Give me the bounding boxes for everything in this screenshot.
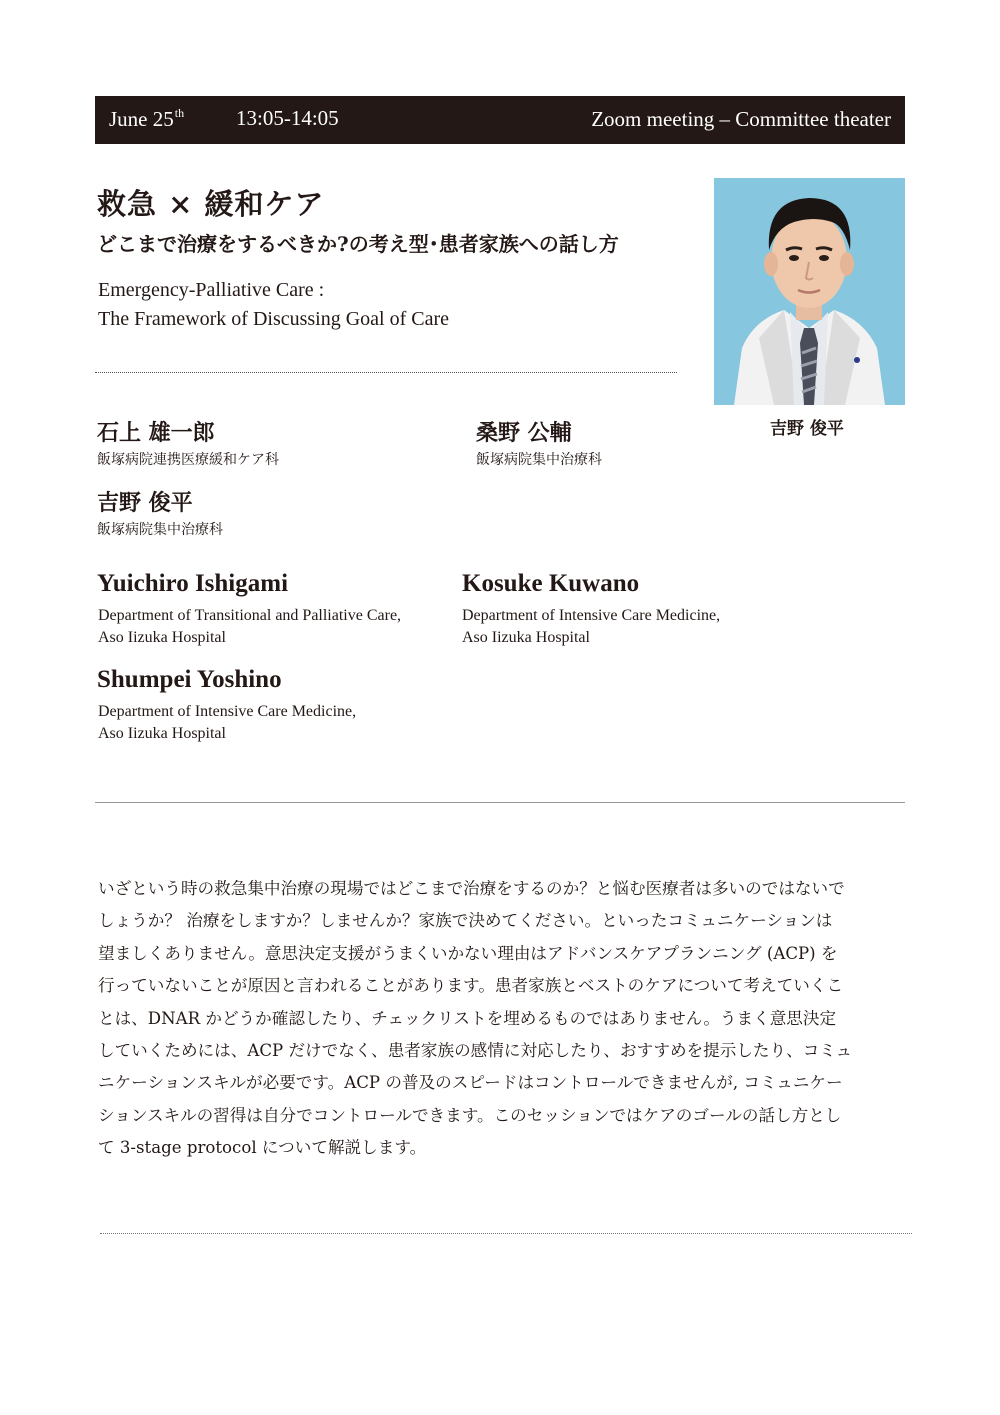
speaker-en-affiliation-yoshino-line1: Department of Intensive Care Medicine, bbox=[98, 703, 357, 720]
session-subtitle-ja: どこまで治療をするべきか?の考え型･患者家族への話し方 bbox=[97, 232, 619, 256]
speaker-ja-name-kuwano: 桑野 公輔 bbox=[476, 420, 572, 446]
speaker-en-affiliation-kuwano-line1: Department of Intensive Care Medicine, bbox=[462, 607, 721, 624]
abstract-line: 行っていないことが原因と言われることがあります。患者家族とベストのケアについて考えていくこ bbox=[98, 976, 844, 996]
dotted-divider-top bbox=[95, 372, 677, 373]
speaker-en-affiliation-yoshino bbox=[98, 701, 356, 745]
session-venue: Zoom meeting – Committee theater bbox=[591, 107, 891, 131]
dotted-divider-bottom bbox=[100, 1233, 912, 1234]
date-ordinal-suffix: th bbox=[174, 106, 185, 120]
speaker-en-affiliation-ishigami-line2: Aso Iizuka Hospital bbox=[98, 629, 226, 646]
abstract-line: ションスキルの習得は自分でコントロールできます。このセッションではケアのゴールの話し方とし bbox=[98, 1105, 842, 1125]
speaker-ja-affiliation-kuwano: 飯塚病院集中治療科 bbox=[476, 452, 602, 468]
speaker-en-affiliation-yoshino-line2: Aso Iizuka Hospital bbox=[98, 725, 226, 742]
session-title-en bbox=[98, 276, 449, 334]
solid-divider bbox=[95, 802, 905, 803]
speaker-ja-name-ishigami: 石上 雄一郎 bbox=[97, 420, 215, 446]
abstract-line: していくためには、ACP だけでなく、患者家族の感情に対応したり、おすすめを提示したり、コミュ bbox=[98, 1041, 853, 1061]
abstract-line: 望ましくありません。意思決定支援がうまくいかない理由はアドバンスケアプランニング (ACP) を bbox=[98, 943, 838, 963]
speaker-en-name-kuwano: Kosuke Kuwano bbox=[462, 570, 640, 597]
speaker-portrait-icon bbox=[714, 178, 905, 405]
abstract-line: いざという時の救急集中治療の現場ではどこまで治療をするのか？と悩む医療者は多いのではないで bbox=[98, 879, 845, 898]
speaker-en-affiliation-ishigami-line1: Department of Transitional and Palliative Care, bbox=[98, 607, 402, 624]
session-title-en-line2: The Framework of Discussing Goal of Care bbox=[98, 308, 450, 330]
speaker-en-affiliation-ishigami bbox=[98, 605, 401, 649]
abstract-body bbox=[98, 873, 908, 1165]
session-title-ja: 救急 × 緩和ケア bbox=[97, 187, 325, 221]
session-title-en-line1: Emergency-Palliative Care : bbox=[98, 279, 325, 301]
speaker-en-affiliation-kuwano bbox=[462, 605, 720, 649]
speaker-photo bbox=[714, 178, 905, 405]
session-header-bar bbox=[95, 96, 905, 144]
abstract-line: ニケーションスキルが必要です。ACP の普及のスピードはコントロールできませんが, コミュニケー bbox=[98, 1073, 843, 1093]
abstract-line: しょうか？ 治療をしますか？しませんか？家族で決めてください。といったコミュニケーションは bbox=[98, 911, 833, 931]
session-date: June 25th bbox=[109, 106, 185, 131]
speaker-en-name-ishigami: Yuichiro Ishigami bbox=[97, 570, 289, 597]
abstract-line: とは、DNAR かどうか確認したり、チェックリストを埋めるものではありません。うまく意思決定 bbox=[98, 1008, 837, 1028]
speaker-ja-name-yoshino: 吉野 俊平 bbox=[97, 490, 193, 516]
speaker-ja-affiliation-ishigami: 飯塚病院連携医療緩和ケア科 bbox=[97, 452, 279, 468]
abstract-line: て 3-stage protocol について解説します。 bbox=[98, 1138, 427, 1158]
speaker-ja-affiliation-yoshino: 飯塚病院集中治療科 bbox=[97, 522, 223, 538]
session-time: 13:05-14:05 bbox=[236, 106, 339, 130]
speaker-en-affiliation-kuwano-line2: Aso Iizuka Hospital bbox=[462, 629, 590, 646]
speaker-en-name-yoshino: Shumpei Yoshino bbox=[97, 666, 282, 693]
speaker-photo-caption: 吉野 俊平 bbox=[770, 419, 844, 439]
